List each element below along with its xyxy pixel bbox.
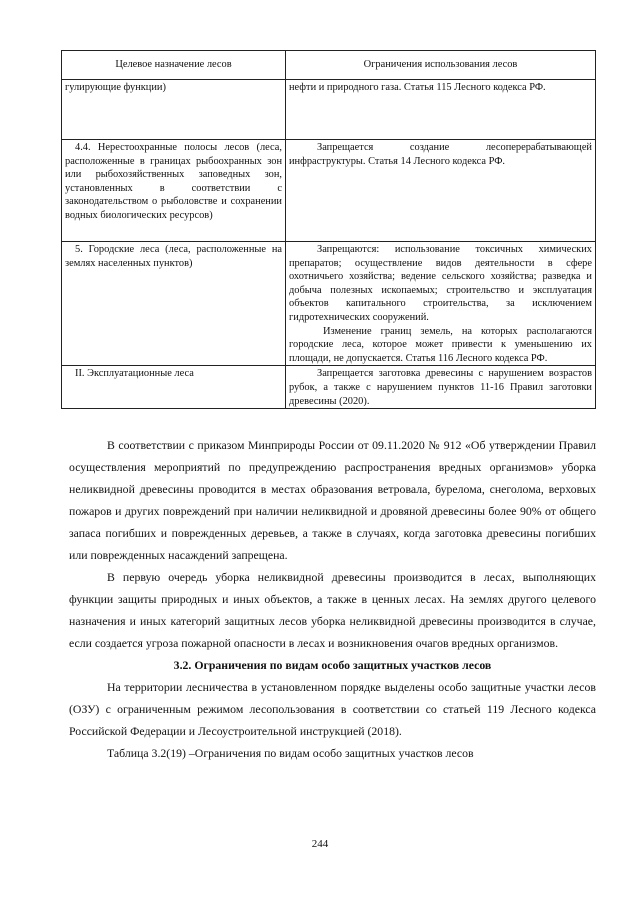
- restriction-cell: [286, 366, 596, 409]
- table-header-row: [62, 51, 596, 80]
- cell-text: гулирующие функции): [65, 82, 166, 93]
- column-header-restrictions: Ограничения использования лесов: [286, 51, 596, 80]
- cell-text: Изменение границ земель, на которых располагаются городские леса, которое может привести к уменьшению их площади, не допускается. Статья 116 Лесного кодекса РФ.: [289, 325, 592, 364]
- table-row: [62, 80, 596, 140]
- purpose-cell: [62, 242, 286, 366]
- section-heading: 3.2. Ограничения по видам особо защитных участков лесов: [173, 658, 492, 672]
- column-header-purpose: Целевое назначение лесов: [62, 51, 286, 80]
- table-row: [62, 242, 596, 366]
- table-row: [62, 366, 596, 409]
- page-number: 244: [311, 838, 329, 850]
- cell-text: Запрещаются: использование токсичных химических препаратов; осуществление видов деятельности в сфере охотничьего хозяйства; ведение сельского хозяйства; разведка и добыча полезных ископаемых; строительство и эксплуатация объектов капитального строительства, за исключением гидротехнических сооружений.: [289, 244, 592, 323]
- purpose-cell: [62, 140, 286, 242]
- cell-text: нефти и природного газа. Статья 115 Лесного кодекса РФ.: [289, 82, 546, 93]
- body-text: [69, 434, 596, 764]
- cell-text: II. Эксплуатационные леса: [75, 368, 194, 380]
- restriction-cell: [286, 140, 596, 242]
- cell-text: Запрещается заготовка древесины с нарушением возрастов рубок, а также с нарушением пунктов 11-16 Правил заготовки древесины (2020).: [289, 368, 592, 407]
- restriction-cell: [286, 80, 596, 140]
- restrictions-table: [61, 50, 596, 409]
- cell-text: 5. Городские леса (леса, расположенные на землях населенных пунктов): [65, 244, 282, 269]
- restriction-cell: [286, 242, 596, 366]
- table-row: [62, 140, 596, 242]
- paragraph: На территории лесничества в установленном порядке выделены особо защитные участки лесов (ОЗУ) с ограниченным режимом лесопользования в соответствии со статьей 119 Лесного кодекса Российской Федерации и Лесоустроительной инструкцией (2018).: [69, 680, 596, 738]
- purpose-cell: [62, 366, 286, 409]
- table-caption: Таблица 3.2(19) –Ограничения по видам особо защитных участков лесов: [107, 746, 474, 760]
- paragraph: В соответствии с приказом Минприроды России от 09.11.2020 № 912 «Об утверждении Правил осуществления мероприятий по предупреждению распространения вредных организмов» уборка неликвидной древесины проводится в местах образования ветровала, бурелома, снеголома, верховых пожаров и других повреждений при наличии неликвидной и дровяной древесины более 90% от общего запаса погибших и поврежденных деревьев, а также в случаях, когда заготовка древесины погибших или поврежденных насаждений запрещена.: [69, 438, 596, 562]
- paragraph: В первую очередь уборка неликвидной древесины производится в лесах, выполняющих функции защиты природных и иных объектов, а также в ценных лесах. На землях другого целевого назначения и иных категорий защитных лесов уборка неликвидной древесины производится в случае, если создается угроза пожарной опасности в лесах и возникновения очагов вредных организмов.: [69, 570, 596, 650]
- cell-text: Запрещается создание лесоперерабатывающей инфраструктуры. Статья 14 Лесного кодекса РФ.: [289, 142, 592, 167]
- purpose-cell: [62, 80, 286, 140]
- cell-text: 4.4. Нерестоохранные полосы лесов (леса, расположенные в границах рыбоохранных зон или рыбохозяйственных заповедных зон, установленных в соответствии с законодательством о рыболовстве и сохранении водных биологических ресурсов): [65, 142, 282, 221]
